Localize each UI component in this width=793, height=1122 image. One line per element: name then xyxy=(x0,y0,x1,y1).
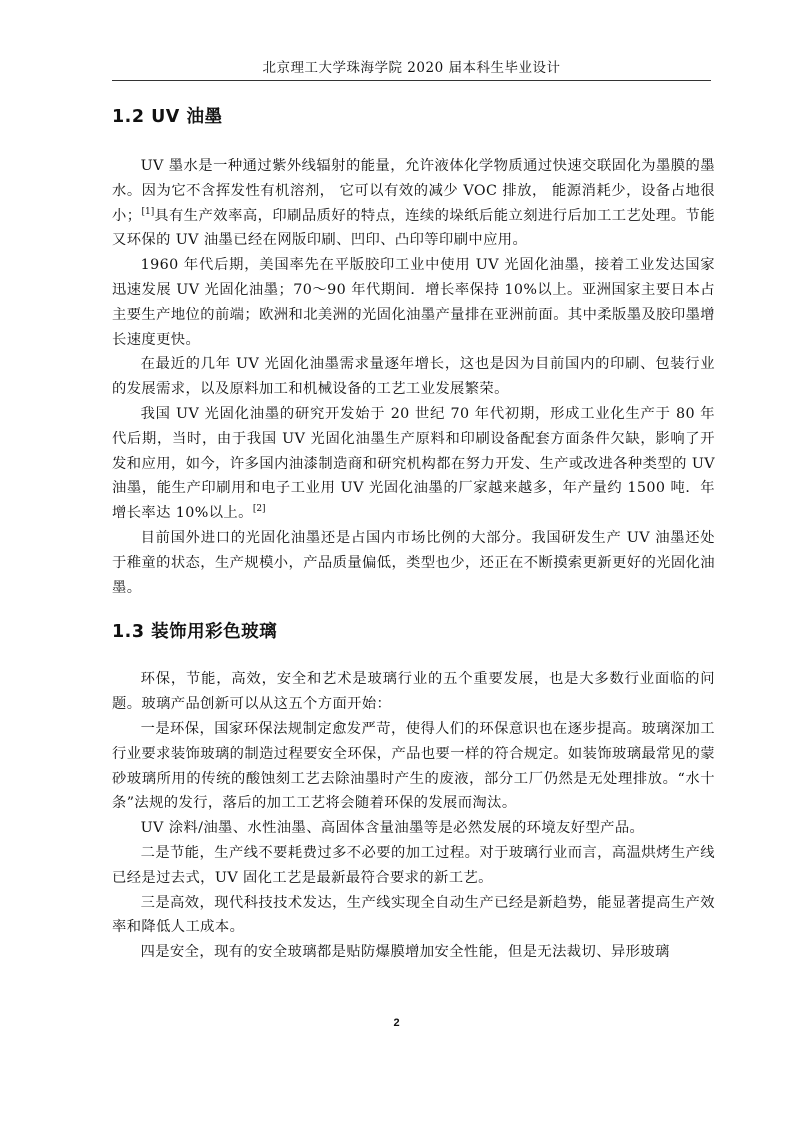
paragraph-text: 环保，节能，高效，安全和艺术是玻璃行业的五个重要发展，也是大多数行业面临的问题。玻璃产品创新可以从这五个方面开始： xyxy=(112,671,715,713)
paragraph xyxy=(112,841,715,891)
paragraph-text: 1960 年代后期，美国率先在平版胶印工业中使用 UV 光固化油墨，接着工业发达国家迅速发展 UV 光固化油墨；70～90 年代期间．增长率保持 10%以上。亚洲国家主要日本占主要生产地位的前端；欧洲和北美洲的光固化油墨产量排在亚洲前面。其中柔版墨及胶印墨增长速度更快。 xyxy=(112,257,715,348)
paragraph xyxy=(112,816,715,841)
paragraph-text: 四是安全，现有的安全玻璃都是贴防爆膜增加安全性能，但是无法裁切、异形玻璃 xyxy=(140,944,670,961)
page-body xyxy=(112,100,715,965)
paragraph xyxy=(112,717,715,816)
citation-ref: [2] xyxy=(252,504,266,515)
section-heading-decorative-glass: 1.3 装饰用彩色玻璃 xyxy=(112,622,278,643)
section-heading-uv-ink: 1.2 UV 油墨 xyxy=(112,107,223,127)
paragraph xyxy=(112,253,715,352)
paragraph xyxy=(112,352,715,402)
paragraph-text: 我国 UV 光固化油墨的研究开发始于 20 世纪 70 年代初期，形成工业化生产于 80 年代后期，当时，由于我国 UV 光固化油墨生产原料和印刷设备配套方面条件欠缺，影响了开发和应用，如今，许多国内油漆制造商和研究机构都在努力开发、生产或改进各种类型的 UV 油墨，能生产印刷用和电子工业用 UV 光固化油墨的厂家越来越多，年产量约 1500 吨．年增长率达 10%以上。 xyxy=(112,405,715,522)
paragraph-text: UV 墨水是一种通过紫外线辐射的能量，允许液体化学物质通过快速交联固化为墨膜的墨水。因为它不含挥发性有机溶剂， 它可以有效的减少 VOC 排放， 能源消耗少，设备占地很小； xyxy=(112,158,715,224)
paragraph-text: 具有生产效率高，印刷品质好的特点，连续的垛纸后能立刻进行后加工工艺处理。节能又环保的 UV 油墨已经在网版印刷、凹印、凸印等印刷中应用。 xyxy=(112,207,715,249)
paragraph-text: 目前国外进口的光固化油墨还是占国内市场比例的大部分。我国研发生产 UV 油墨还处于稚童的状态，生产规模小，产品质量偏低，类型也少，还正在不断摸索更新更好的光固化油墨。 xyxy=(112,529,715,596)
paragraph xyxy=(112,891,715,941)
running-header: 北京理工大学珠海学院 2020 届本科生毕业设计 xyxy=(112,56,711,81)
page-number: 2 xyxy=(393,1017,400,1029)
paragraph xyxy=(112,940,715,965)
paragraph-text: 三是高效，现代科技技术发达，生产线实现全自动生产已经是新趋势，能显著提高生产效率和降低人工成本。 xyxy=(112,894,715,936)
citation-ref: [1] xyxy=(141,206,155,217)
paragraph xyxy=(112,526,715,600)
paragraph-text: UV 涂料/油墨、水性油墨、高固体含量油墨等是必然发展的环境友好型产品。 xyxy=(140,820,645,837)
paragraph xyxy=(112,667,715,717)
paragraph-text: 一是环保，国家环保法规制定愈发严苛，使得人们的环保意识也在逐步提高。玻璃深加工行业要求装饰玻璃的制造过程要安全环保，产品也要一样的符合规定。如装饰玻璃最常见的蒙砂玻璃所用的传统的酸蚀刻工艺去除油墨时产生的废液，部分工厂仍然是无处理排放。“水十条”法规的发行，落后的加工工艺将会随着环保的发展而淘汰。 xyxy=(112,720,715,812)
paragraph-text: 二是节能，生产线不要耗费过多不必要的加工过程。对于玻璃行业而言，高温烘烤生产线已经是过去式，UV 固化工艺是最新最符合要求的新工艺。 xyxy=(112,844,715,886)
paragraph-text: 在最近的几年 UV 光固化油墨需求量逐年增长，这也是因为目前国内的印刷、包装行业的发展需求，以及原料加工和机械设备的工艺工业发展繁荣。 xyxy=(112,356,715,398)
paragraph xyxy=(112,402,715,526)
paragraph xyxy=(112,154,715,253)
